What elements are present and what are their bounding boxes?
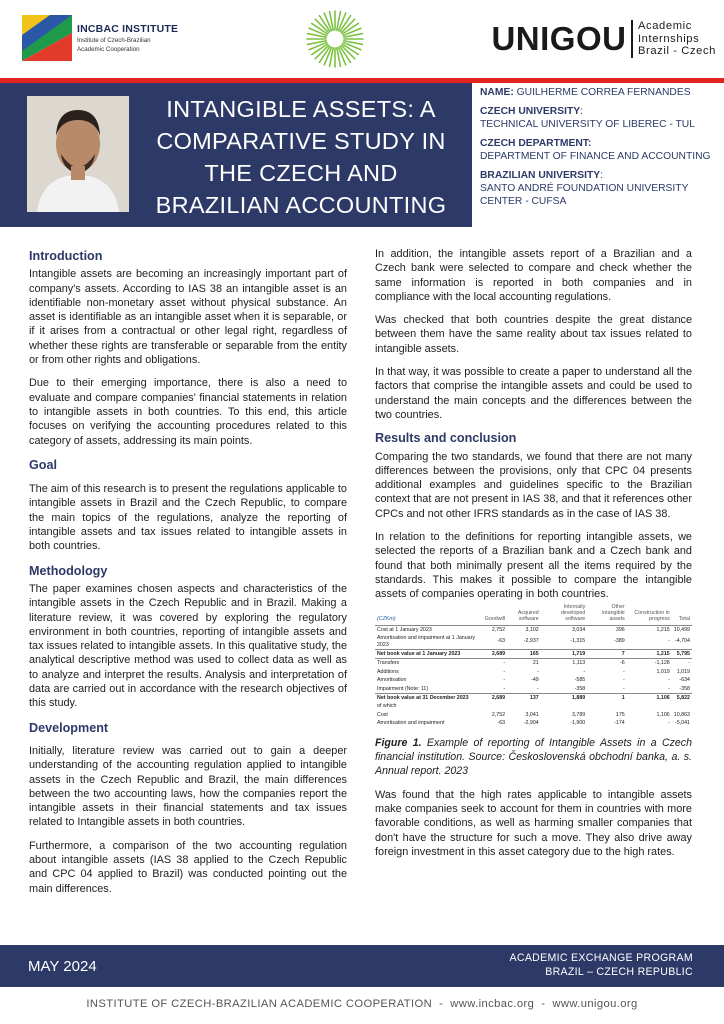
table-cell: -1,128: [627, 659, 672, 668]
table-cell: -: [622, 668, 625, 675]
methodology-paragraph: The paper examines chosen aspects and characteristics of the intangible assets in the Czech Republic and in Brazil. Making a literature review, it was covered by exploring the regulatory environment in both countries, reporting of intangible assets and tax issues related to intangible assets. In this qualitative study, the analytical descriptive method was used to collect data as well as to analyze and interpret the results. Analysis and interpretation of data are carried out in accordance with the research objectives of this study.: [29, 582, 347, 710]
left-column: [29, 249, 347, 906]
development-paragraph-4: Was checked that both countries despite the great distance between them have the same reality about tax issues related to intangible assets.: [375, 314, 692, 355]
development-paragraph-3: In addition, the intangible assets report of a Brazilian and a Czech bank were selected to compare and check whether the same information is reported in both companies and in compliance with the local accounting regulations.: [375, 248, 692, 303]
incbac-logo: [22, 14, 178, 62]
table-cell: -: [667, 677, 670, 684]
table-cell: -389: [614, 638, 625, 645]
table-cell: -358: [574, 685, 586, 692]
brazilian-university-label: BRAZILIAN UNIVERSITY: [480, 170, 601, 181]
table-column-header: Internally developed software: [560, 603, 586, 623]
goal-section: [29, 458, 347, 554]
table-row: [375, 711, 692, 719]
table-row-label: Cost: [377, 711, 388, 718]
development-paragraph-5: In that way, it was possible to create a paper to understand all the factors that comprise the intangible assets and could be used to understand the main concepts and the differences between the two countries.: [375, 366, 692, 421]
table-row-label: Additions: [377, 668, 399, 675]
table-cell: 2,689: [483, 649, 507, 658]
author-name: GUILHERME CORREA FERNANDES: [516, 87, 691, 98]
table-cell: 3,789: [572, 711, 586, 718]
incbac-subtitle-1: Institute of Czech-Brazilian: [77, 36, 151, 44]
table-header-row: [375, 604, 692, 626]
methodology-section: [29, 564, 347, 711]
goal-paragraph: The aim of this research is to present the regulations applicable to intangible assets in Brazil and the Czech Republic, to compare the main topics of the regulations, analyze the reporting of intangible assets and tax issues related to intangible assets in both countries.: [29, 483, 347, 553]
table-column-header: Acquired software: [517, 609, 539, 623]
table-cell: 1: [587, 694, 626, 703]
table-row-label: Amortisation and impairment: [377, 720, 445, 727]
development-heading: Development: [29, 720, 109, 735]
table-row: [375, 649, 692, 658]
table-cell: -: [503, 685, 506, 692]
unigou-subtitle-2: Internships: [637, 32, 700, 45]
footer-band: [0, 945, 724, 987]
unigou-subtitle-3: Brazil - Czech: [637, 45, 716, 58]
table-row-label: Amortisation: [377, 677, 407, 684]
table-row-label: Net book value at 1 January 2023: [375, 649, 483, 658]
table-cell: [541, 702, 588, 710]
author-info: NAME: GUILHERME CORREA FERNANDES CZECH UNIVERSITY: TECHNICAL UNIVERSITY OF LIBEREC - TUL CZECH DEPARTMENT: DEPARTMENT OF FINANCE AND ACCOUNTING BRAZILIAN UNIVERSITY: SANTO ANDRÉ FOUNDATION UNIVERSITY CENTER - CUFSA: [480, 86, 716, 214]
footer-links: INSTITUTE OF CZECH-BRAZILIAN ACADEMIC COOPERATION - www.incbac.org - www.unigou.org: [86, 998, 638, 1010]
table-cell: 396: [587, 625, 626, 634]
figure-label: Figure 1.: [375, 736, 422, 749]
table-cell: 3,102: [507, 625, 541, 634]
table-cell: -: [667, 720, 670, 727]
table-cell: -: [536, 685, 539, 692]
author-photo: [27, 96, 129, 212]
table-cell: [507, 702, 541, 710]
table-cell: [483, 702, 507, 710]
table-row-label: of which: [377, 703, 397, 710]
table-cell: -174: [614, 720, 625, 727]
name-label: NAME:: [480, 87, 514, 98]
table-row: [375, 685, 692, 694]
table-cell: 5,822: [672, 694, 692, 703]
table-cell: 165: [507, 649, 541, 658]
table-row: [375, 702, 692, 710]
table-cell: 3,034: [541, 625, 588, 634]
results-heading: Results and conclusion: [375, 431, 517, 446]
table-cell: -: [667, 685, 670, 692]
figure-caption: [375, 736, 692, 778]
table-cell: 5,795: [672, 649, 692, 658]
table-cell: -5,041: [674, 720, 690, 727]
table-row: [375, 676, 692, 684]
table-cell: 2,689: [483, 694, 507, 703]
brazilian-university: SANTO ANDRÉ FOUNDATION UNIVERSITY CENTER - CUFSA: [480, 183, 689, 207]
table-cell: [627, 702, 672, 710]
table-cell: -: [622, 685, 625, 692]
table-column-header: Construction in progress: [634, 609, 670, 623]
table-cell: 1,019: [676, 668, 690, 675]
table-cell: 10,499: [672, 625, 692, 634]
table-cell: -358: [679, 685, 690, 692]
table-cell: 2,752: [483, 625, 507, 634]
goal-heading: Goal: [29, 457, 57, 472]
table-row-label: Transfers: [375, 659, 483, 668]
table-cell: -2,937: [523, 638, 539, 645]
intangible-assets-table: [375, 604, 692, 728]
table-cell: -2,904: [523, 720, 539, 727]
table-cell: -: [503, 677, 506, 684]
results-paragraph-3: Was found that the high rates applicable to intangible assets make companies seek to account for them in countries with more favorable conditions, as well as harming smaller companies that don't have the structure for such a move. They also drive away foreign investment in this asset category due to the high rates.: [375, 788, 692, 858]
development-paragraph-2: Furthermore, a comparison of the two accounting regulation about intangible assets (IAS 38 applied to the Czech Republic and CPC 04 applied to Brazil) was conducted pointing out the main differences.: [29, 839, 347, 895]
unigou-divider: [631, 20, 633, 58]
introduction-paragraph-1: Intangible assets are becoming an increasingly important part of company's assets. According to IAS 38 an intangible asset is an identifiable non-monetary asset without physical substance. An asset is identifiable as an intangible asset when it is separable, or if it arises from a contractual or other legal right, regardless of whether these rights are transferable or separable from the entity or from other rights and obligations.: [29, 268, 347, 367]
table-cell: -: [536, 668, 539, 675]
table-row: [375, 694, 692, 703]
table-cell: 1,113: [541, 659, 588, 668]
table-cell: 1,215: [627, 649, 672, 658]
table-cell: -4,704: [674, 638, 690, 645]
introduction-heading: Introduction: [29, 249, 103, 263]
table-column-header: Total: [678, 616, 690, 623]
czech-department-label: CZECH DEPARTMENT:: [480, 138, 592, 149]
table-cell: 7: [587, 649, 626, 658]
czech-department: DEPARTMENT OF FINANCE AND ACCOUNTING: [480, 151, 711, 162]
table-cell: -: [503, 668, 506, 675]
table-row: [375, 625, 692, 634]
footer-date: MAY 2024: [28, 958, 97, 975]
table-cell: -: [622, 677, 625, 684]
czech-university-label: CZECH UNIVERSITY: [480, 106, 581, 117]
table-unit: (CZKm): [377, 616, 396, 623]
table-cell: -634: [679, 677, 690, 684]
table-cell: -63: [497, 720, 506, 727]
incbac-title: INCBAC INSTITUTE: [77, 22, 179, 35]
table-cell: -1,315: [570, 638, 586, 645]
table-row: [375, 634, 692, 649]
table-cell: -585: [574, 677, 586, 684]
czech-university: TECHNICAL UNIVERSITY OF LIBEREC - TUL: [480, 119, 695, 130]
table-cell: -1,900: [570, 720, 586, 727]
table-cell: 137: [507, 694, 541, 703]
unigou-wordmark: UNIGOU: [491, 20, 627, 57]
table-cell: 1,019: [656, 668, 670, 675]
unigou-logo: [491, 18, 716, 60]
figure-caption-text: Example of reporting of Intangible Assets in a Czech financial institution. Source: Československá obchodní banka, a. s. Annual report. 2023: [375, 736, 692, 777]
table-cell: -: [483, 659, 507, 668]
results-paragraph-1: Comparing the two standards, we found that there are not many differences between the provisions, only that CPC 04 presents additional examples and guidelines specific to the Brazilian context that are not present in IAS 38, and that it references other CPCs and not other IFRS standards as in the case of IAS 38.: [375, 450, 692, 520]
introduction-paragraph-2: Due to their emerging importance, there is also a need to evaluate and compare companies' financial statements in relation to intangible assets in both countries. To this end, this article focuses on verifying the accounting procedures related to this category of assets, addressing its main points.: [29, 377, 347, 447]
table-column-header: Goodwill: [484, 616, 506, 623]
table-column-header: Other intangible assets: [602, 603, 625, 623]
table-row-label: Cost at 1 January 2023: [375, 625, 483, 634]
table-row: [375, 668, 692, 676]
table-cell: 2,752: [491, 711, 506, 718]
table-cell: 3,041: [525, 711, 539, 718]
table-cell: -: [672, 659, 692, 668]
table-cell: 1,215: [627, 625, 672, 634]
table-cell: 175: [615, 711, 625, 718]
table-row-label: Net book value at 31 December 2023: [375, 694, 483, 703]
footer-program-line-2: BRAZIL – CZECH REPUBLIC: [545, 966, 693, 978]
table-row-label: Amortisation and impairment at 1 January 2023: [377, 635, 476, 648]
table-cell: 10,863: [673, 711, 690, 718]
incbac-flag-icon: [22, 15, 72, 61]
table-cell: [587, 702, 626, 710]
table-body: [375, 625, 692, 727]
table-cell: [672, 702, 692, 710]
table-row: [375, 659, 692, 668]
table-row-label: Impairment (Note: 11): [377, 685, 429, 692]
table-cell: -49: [531, 677, 539, 684]
unigou-subtitle-1: Academic: [637, 20, 692, 33]
table-cell: 21: [507, 659, 541, 668]
right-column: [375, 247, 692, 868]
table-row: [375, 719, 692, 727]
methodology-heading: Methodology: [29, 563, 108, 578]
table-cell: 1,106: [627, 694, 672, 703]
results-paragraph-2: In relation to the definitions for reporting intangible assets, we selected the reports of a Brazilian bank and a Czech bank and found that both minimally present all the items required by the standards. This makes it possible to compare the intangible assets of companies operating in both countries.: [375, 531, 692, 601]
table-cell: 1,719: [541, 649, 588, 658]
table-cell: 1,106: [656, 711, 670, 718]
development-section: [29, 721, 347, 896]
table-cell: -: [667, 638, 670, 645]
poster-title: INTANGIBLE ASSETS: A COMPARATIVE STUDY IN THE CZECH AND BRAZILIAN ACCOUNTING SYSTEMS: [155, 96, 447, 250]
sun-rays-icon: [305, 9, 365, 69]
introduction-section: [29, 249, 347, 448]
development-paragraph-1: Initially, literature review was carried out to gain a deeper understanding of the accounting regulation applied to intangible assets in the Czech Republic and Brazil, the main differences between the two accounting laws, how the companies report the intangible assets in their financial statements and tax issues related to Intangible assets in both countries.: [29, 744, 347, 829]
table-cell: -: [583, 668, 586, 675]
table-cell: 1,889: [541, 694, 588, 703]
incbac-subtitle-2: Academic Cooperation: [77, 46, 140, 53]
table-cell: -63: [497, 638, 506, 645]
footer-program-line-1: ACADEMIC EXCHANGE PROGRAM: [509, 952, 693, 964]
table-cell: -6: [587, 659, 626, 668]
footer-program: [510, 951, 694, 979]
